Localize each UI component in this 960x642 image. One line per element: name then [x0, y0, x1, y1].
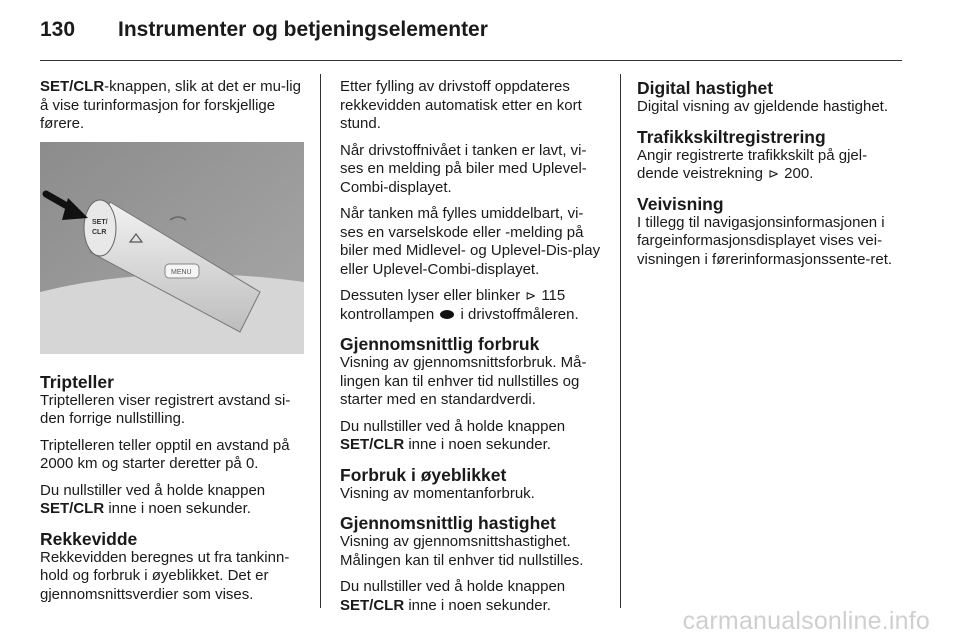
watermark: carmanualsonline.info — [682, 607, 930, 635]
col2-p1: Etter fylling av drivstoff oppdateres rekkevidden automatisk etter en kort stund. — [340, 78, 582, 132]
set-label: SET/ — [92, 218, 108, 226]
column-3 — [637, 78, 903, 277]
avg-speed-p2-post: inne i noen sekunder. — [404, 596, 551, 614]
avg-consumption-p2 — [340, 418, 606, 455]
tripteller-p2: Triptelleren teller opptil en avstand på 2000 km og starter deretter på 0. — [40, 436, 290, 472]
page-ref-200[interactable]: 200. — [784, 165, 814, 182]
page-number: 130 — [40, 18, 76, 41]
set-clr-term: SET/CLR — [340, 596, 405, 614]
avg-speed-p2 — [340, 578, 606, 615]
col2-p4 — [340, 287, 606, 324]
avg-consumption-p2-pre: Du nullstiller ved å holde knappen — [340, 417, 566, 435]
avg-consumption-heading: Gjennomsnittlig forbruk — [340, 334, 540, 354]
avg-consumption-p2-post: inne i noen sekunder. — [404, 436, 551, 453]
col2-p4-post: i drivstoffmåleren. — [456, 305, 579, 323]
page-title: Instrumenter og betjeningselementer — [118, 18, 488, 41]
column-1 — [40, 78, 304, 612]
page-header — [40, 18, 488, 48]
digital-heading: Digital hastighet — [637, 78, 774, 98]
traffic-heading: Trafikkskiltregistrering — [637, 126, 826, 147]
tripteller-p3-post: inne i noen sekunder. — [104, 500, 251, 517]
col2-p2: Når drivstoffnivået i tanken er lavt, vi-ses en melding på biler med Uplevel-Combi-displayet. — [340, 141, 587, 196]
rekkevidde-p1: Rekkevidden beregnes ut fra tankinn-hold og forbruk i øyeblikket. Det er gjennomsnittsverdier som vises. — [40, 548, 290, 603]
traffic-p1 — [637, 147, 903, 184]
tripteller-p3-pre: Du nullstiller ved å holde knappen — [40, 481, 266, 499]
stalk-illustration — [40, 142, 304, 354]
nav-heading: Veivisning — [637, 193, 724, 214]
col2-p4-pre: Dessuten lyser eller blinker — [340, 287, 521, 304]
clr-label: CLR — [92, 228, 107, 236]
instant-p1: Visning av momentanforbruk. — [340, 484, 535, 502]
traffic-p1-text: Angir registrerte trafikkskilt på gjel-dende veistrekning — [637, 146, 868, 182]
set-clr-term: SET/CLR — [40, 500, 105, 517]
avg-speed-p1: Visning av gjennomsnittshastighet. Målingen kan til enhver tid nullstilles. — [340, 533, 584, 569]
instant-heading: Forbruk i øyeblikket — [340, 464, 507, 485]
tripteller-p1: Triptelleren viser registrert avstand si-den forrige nullstilling. — [40, 391, 291, 427]
column-divider-1 — [320, 74, 321, 608]
col2-p3: Når tanken må fylles umiddelbart, vi-ses en varselskode eller -melding på biler med Midlevel- og Uplevel-Dis-play eller Uplevel-Combi-displayet. — [340, 205, 601, 278]
set-clr-term: SET/CLR — [40, 78, 105, 95]
header-rule — [40, 60, 902, 61]
digital-p1: Digital visning av gjeldende hastighet. — [637, 98, 888, 115]
page-ref-115[interactable]: 115 — [541, 287, 566, 304]
avg-speed-p2-pre: Du nullstiller ved å holde knappen — [340, 578, 566, 595]
intro-paragraph — [40, 78, 304, 134]
stalk-svg — [40, 142, 304, 354]
fuel-warning-lamp-icon — [440, 310, 454, 319]
intro-text: -knappen, slik at det er mu-lig å vise turinformasjon for forskjellige førere. — [40, 78, 301, 132]
avg-speed-heading: Gjennomsnittlig hastighet — [340, 513, 556, 533]
page-ref-icon: ⊳ — [525, 288, 537, 303]
col2-p4-mid: kontrollampen — [340, 305, 435, 323]
avg-consumption-p1: Visning av gjennomsnittsforbruk. Må-lingen kan til enhver tid nullstilles og starter med en standardverdi. — [340, 354, 587, 408]
column-2 — [340, 78, 606, 623]
stalk-end-cap — [84, 200, 116, 256]
tripteller-p3 — [40, 482, 304, 519]
column-divider-2 — [620, 74, 621, 608]
page-ref-icon: ⊳ — [768, 166, 779, 181]
tripteller-heading: Tripteller — [40, 371, 114, 392]
nav-p1: I tillegg til navigasjonsinformasjonen i fargeinformasjonsdisplayet vises vei-visningen i førerinformasjonssente-ret. — [637, 213, 893, 268]
rekkevidde-heading: Rekkevidde — [40, 528, 138, 549]
menu-label: MENU — [171, 268, 192, 276]
set-clr-term: SET/CLR — [340, 436, 405, 453]
